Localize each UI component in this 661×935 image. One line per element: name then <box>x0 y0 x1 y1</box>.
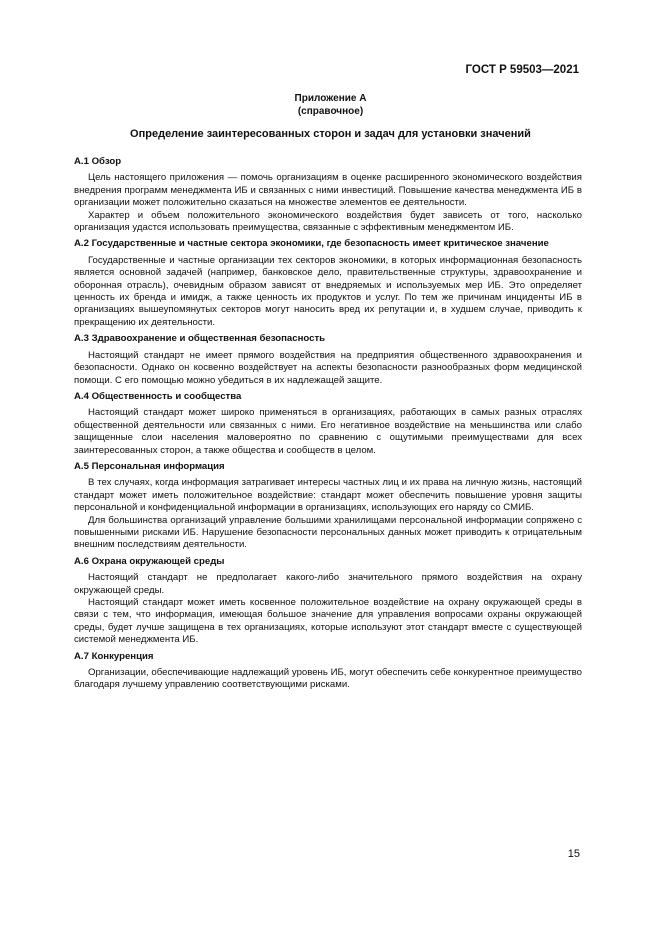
paragraph: Характер и объем положительного экономического воздействия будет зависеть от того, насколько организация удастся использовать преимущества, связанные с эффективным менеджментом ИБ. <box>74 209 582 234</box>
section-title: А.6 Охрана окружающей среды <box>74 555 225 567</box>
section-title: А.5 Персональная информация <box>74 460 225 472</box>
section-title: А.3 Здравоохранение и общественная безопасность <box>74 333 326 345</box>
annex-title: Определение заинтересованных сторон и задач для установки значений <box>130 128 531 140</box>
section-title: А.7 Конкуренция <box>74 650 154 662</box>
section-title: А.2 Государственные и частные сектора экономики, где безопасность имеет критическое значение <box>74 238 549 250</box>
paragraph: Государственные и частные организации тех секторов экономики, в которых информационная безопасность является основной задачей (например, банковское дело, правительственные структуры, здравоохранение и оборонная отрасль), очевидным образом зависят от внедряемых и используемых мер ИБ. Это определяет ценность их бренда и имидж, а также ценность их продуктов и услуг. По тем же причинам инциденты ИБ в организациях вышеупомянутых секторов могут наносить вред их репутации и, в худшем случае, приводить к прекращению их деятельности. <box>74 254 582 328</box>
annex-heading <box>0 92 661 118</box>
paragraph: Цель настоящего приложения — помочь организациям в оценке расширенного экономического воздействия внедрения программ менеджмента ИБ и связанных с ними инвестиций. Повышение качества менеджмента ИБ в организации может положительно сказаться на множестве элементов ее деятельности. <box>74 172 582 209</box>
section <box>74 238 582 329</box>
annex-label: Приложение А <box>294 93 367 104</box>
page-number: 15 <box>567 848 580 860</box>
section <box>74 651 582 692</box>
section-title: А.4 Общественность и сообщества <box>74 390 242 402</box>
paragraph: Настоящий стандарт может широко применяться в организациях, работающих в самых разных отраслях общественной деятельности или связанных с ними. Его негативное воздействие на меньшинства или слабо защищенные слои населения маловероятно по сравнению с ощутимыми преимуществами для всех заинтересованных сторон, а также общества и сообществ в целом. <box>74 407 582 456</box>
paragraph: Настоящий стандарт не имеет прямого воздействия на предприятия общественного здравоохранения и безопасности. Однако он косвенно воздействует на аспекты безопасности разнообразных форм медицинской помощи. С его помощью можно убедиться в их надлежащей защите. <box>74 349 582 386</box>
standard-code: ГОСТ Р 59503—2021 <box>465 64 579 76</box>
section <box>74 391 582 457</box>
section <box>74 333 582 387</box>
section-title: А.1 Обзор <box>74 156 122 167</box>
paragraph: Настоящий стандарт может иметь косвенное положительное воздействие на охрану окружающей среды в связи с тем, что информация, имеющая большое значение для управления вопросами охраны окружающей среды, будет лучше защищена в тех организациях, которые используют этот стандарт вместе с существующей системой менеджмента ИБ. <box>74 597 582 646</box>
annex-body <box>74 152 582 692</box>
section <box>74 461 582 552</box>
annex-type: (справочное) <box>297 106 364 117</box>
section <box>74 156 582 234</box>
paragraph: Для большинства организаций управление большими хранилищами персональной информации сопряжено с повышенными рисками ИБ. Нарушение безопасности персональных данных может приводить к отрицательным внешним последствиям деятельности. <box>74 514 582 551</box>
paragraph: В тех случаях, когда информация затрагивает интересы частных лиц и их права на личную жизнь, настоящий стандарт может иметь положительное воздействие: стандарт может обеспечить повышение уровня защиты персональной и конфиденциальной информации в организациях, использующих его наряду со СМИБ. <box>74 477 582 514</box>
paragraph: Организации, обеспечивающие надлежащий уровень ИБ, могут обеспечить себе конкурентное преимущество благодаря лучшему управлению соответствующими рисками. <box>74 667 582 691</box>
section <box>74 556 582 647</box>
paragraph: Настоящий стандарт не предполагает какого-либо значительного прямого воздействия на охрану окружающей среды. <box>74 572 582 596</box>
